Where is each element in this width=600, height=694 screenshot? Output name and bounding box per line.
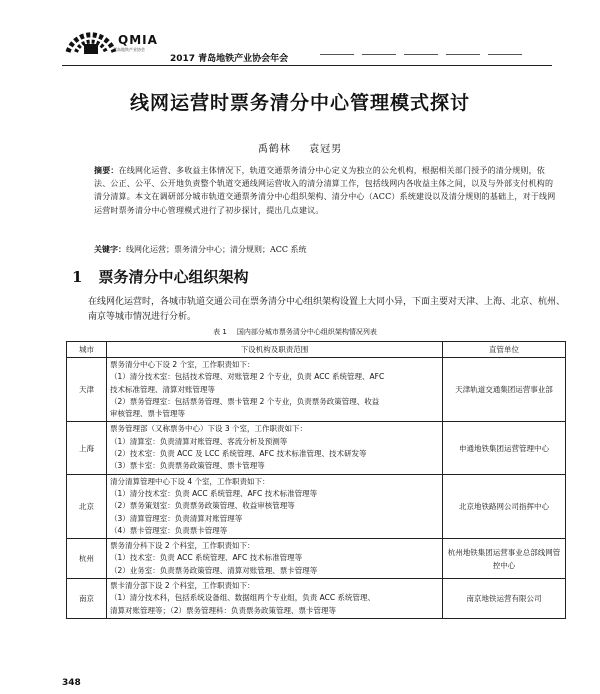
section-number: 1	[72, 268, 83, 286]
city-cell: 杭州	[67, 539, 107, 579]
department-line: 审核管理、票卡管理等	[110, 409, 185, 419]
unit-cell: 杭州地铁集团运营事业总部线网管控中心	[443, 539, 566, 579]
org-abbreviation: QMIA	[118, 33, 158, 47]
department-line: 票务清分中心下设 2 个室，工作职责如下：	[110, 360, 255, 369]
header-rule	[62, 65, 552, 66]
paper-title: 线网运营时票务清分中心管理模式探讨	[129, 92, 470, 114]
department-line: （2）技术室：负责 ACC 及 LCC 系统管理、AFC 技术标准管理、技术研发等	[110, 449, 367, 459]
department-line: 技术标准管理、清算对账管理等	[110, 384, 215, 394]
keywords-label: 关键字：	[94, 244, 126, 254]
department-line: 票卡清分部下设 2 个科室，工作职责如下：	[110, 581, 255, 591]
author-name: 禹鹤林	[257, 144, 291, 155]
table-header-row	[67, 342, 566, 358]
departments-cell	[107, 422, 443, 474]
table-row	[67, 358, 566, 422]
header-dash	[404, 54, 438, 55]
header-dash	[446, 54, 480, 55]
table-caption-title: 国内部分城市票务清分中心组织架构情况列表	[236, 328, 377, 336]
departments-cell	[107, 358, 443, 422]
unit-cell: 天津轨道交通集团运营事业部	[443, 358, 566, 422]
abstract-text: 在线网化运营、多收益主体情况下，轨道交通票务清分中心定义为独立的公允机构，根据相关部门授予的清分规则，依法、公正、公平、公开地负责整个轨道交通线网运营收入的清分清算工作，包括线网内各收益主体之间，以及与外部支付机构的清分清算。本文在调研部分城市轨道交通票务清分中心组织架构、清分中心（ACC）系统建设以及清分规则的基础上，对于线网运营时票务清分中心管理模式进行了初步探讨，提出几点建议。	[94, 166, 556, 215]
abstract	[94, 164, 560, 217]
department-line: （3）票卡室：负责票务政策管理、票卡管理等	[110, 461, 265, 471]
department-line: 票务管理部（又称票务中心）下设 3 个室，工作职责如下：	[110, 424, 308, 434]
author-name: 袁冠男	[309, 144, 343, 155]
department-line: （2）票务管理室：包括票务管理、票卡管理 2 个专业，负责票务政策管理、收益	[110, 396, 380, 406]
department-line: （1）清分技术科，包括系统设备组、数据组两个专业组，负责 ACC 系统管理、	[110, 593, 376, 603]
header-dash	[488, 54, 522, 55]
unit-cell: 南京地铁运营有限公司	[443, 579, 566, 619]
department-line: （4）票卡管理室：负责票卡管理等	[110, 525, 228, 535]
keywords	[94, 244, 560, 255]
city-cell: 南京	[67, 579, 107, 619]
city-cell: 上海	[67, 422, 107, 474]
section-heading	[72, 266, 248, 287]
table-row	[67, 539, 566, 579]
keywords-text: 线网化运营；票务清分中心；清分规则；ACC 系统	[126, 245, 307, 254]
unit-cell: 北京地铁路网公司指挥中心	[443, 474, 566, 538]
table-row	[67, 579, 566, 619]
table-row	[67, 474, 566, 538]
org-subtitle: 青岛地铁产业协会	[113, 47, 145, 52]
page-number: 348	[62, 678, 81, 688]
table-row	[67, 422, 566, 474]
department-line: 清算对账管理等；（2）票务管理科：负责票务政策管理、票卡管理等	[110, 605, 337, 615]
departments-cell	[107, 579, 443, 619]
unit-cell: 申通地铁集团运营管理中心	[443, 422, 566, 474]
column-header-city: 城市	[67, 342, 107, 358]
abstract-label: 摘要：	[94, 165, 119, 175]
header-dash	[362, 54, 396, 55]
department-line: （1）技术室：负责 ACC 系统管理、AFC 技术标准管理等	[110, 553, 303, 563]
department-line: （1）清算室：负责清算对账管理、客流分析及预测等	[110, 436, 288, 446]
departments-cell	[107, 539, 443, 579]
author-list	[0, 140, 600, 155]
conference-title: 2017 青岛地铁产业协会年会	[170, 54, 289, 64]
header-dash	[320, 54, 354, 55]
column-header-departments: 下设机构及职责范围	[107, 342, 443, 358]
departments-cell	[107, 474, 443, 538]
table-caption	[0, 327, 600, 337]
table-caption-number: 表 1	[213, 328, 227, 336]
association-logo	[62, 8, 120, 64]
column-header-unit: 直管单位	[443, 342, 566, 358]
department-line: （2）票务策划室：负责票务政策管理、收益审核管理等	[110, 501, 295, 511]
city-cell: 北京	[67, 474, 107, 538]
department-line: 清分清算管理中心下设 4 个室，工作职责如下：	[110, 476, 270, 486]
org-structure-table	[66, 341, 566, 619]
department-line: （1）清分技术室：负责 ACC 系统管理、AFC 技术标准管理等	[110, 488, 318, 498]
city-cell: 天津	[67, 358, 107, 422]
department-line: （1）清分技术室：包括技术管理、对账管理 2 个专业，负责 ACC 系统管理、AFC	[110, 372, 385, 382]
department-line: （2）业务室：负责票务政策管理、清算对账管理、票卡管理等	[110, 565, 318, 575]
section-title: 票务清分中心组织架构	[98, 268, 249, 286]
department-line: 票务清分科下设 2 个科室，工作职责如下：	[110, 541, 255, 551]
intro-paragraph: 在线网化运营时，各城市轨道交通公司在票务清分中心组织架构设置上大同小异，下面主要对天津、上海、北京、杭州、南京等城市情况进行分析。	[88, 297, 566, 322]
department-line: （3）清算管理室：负责清算对账管理等	[110, 513, 243, 523]
